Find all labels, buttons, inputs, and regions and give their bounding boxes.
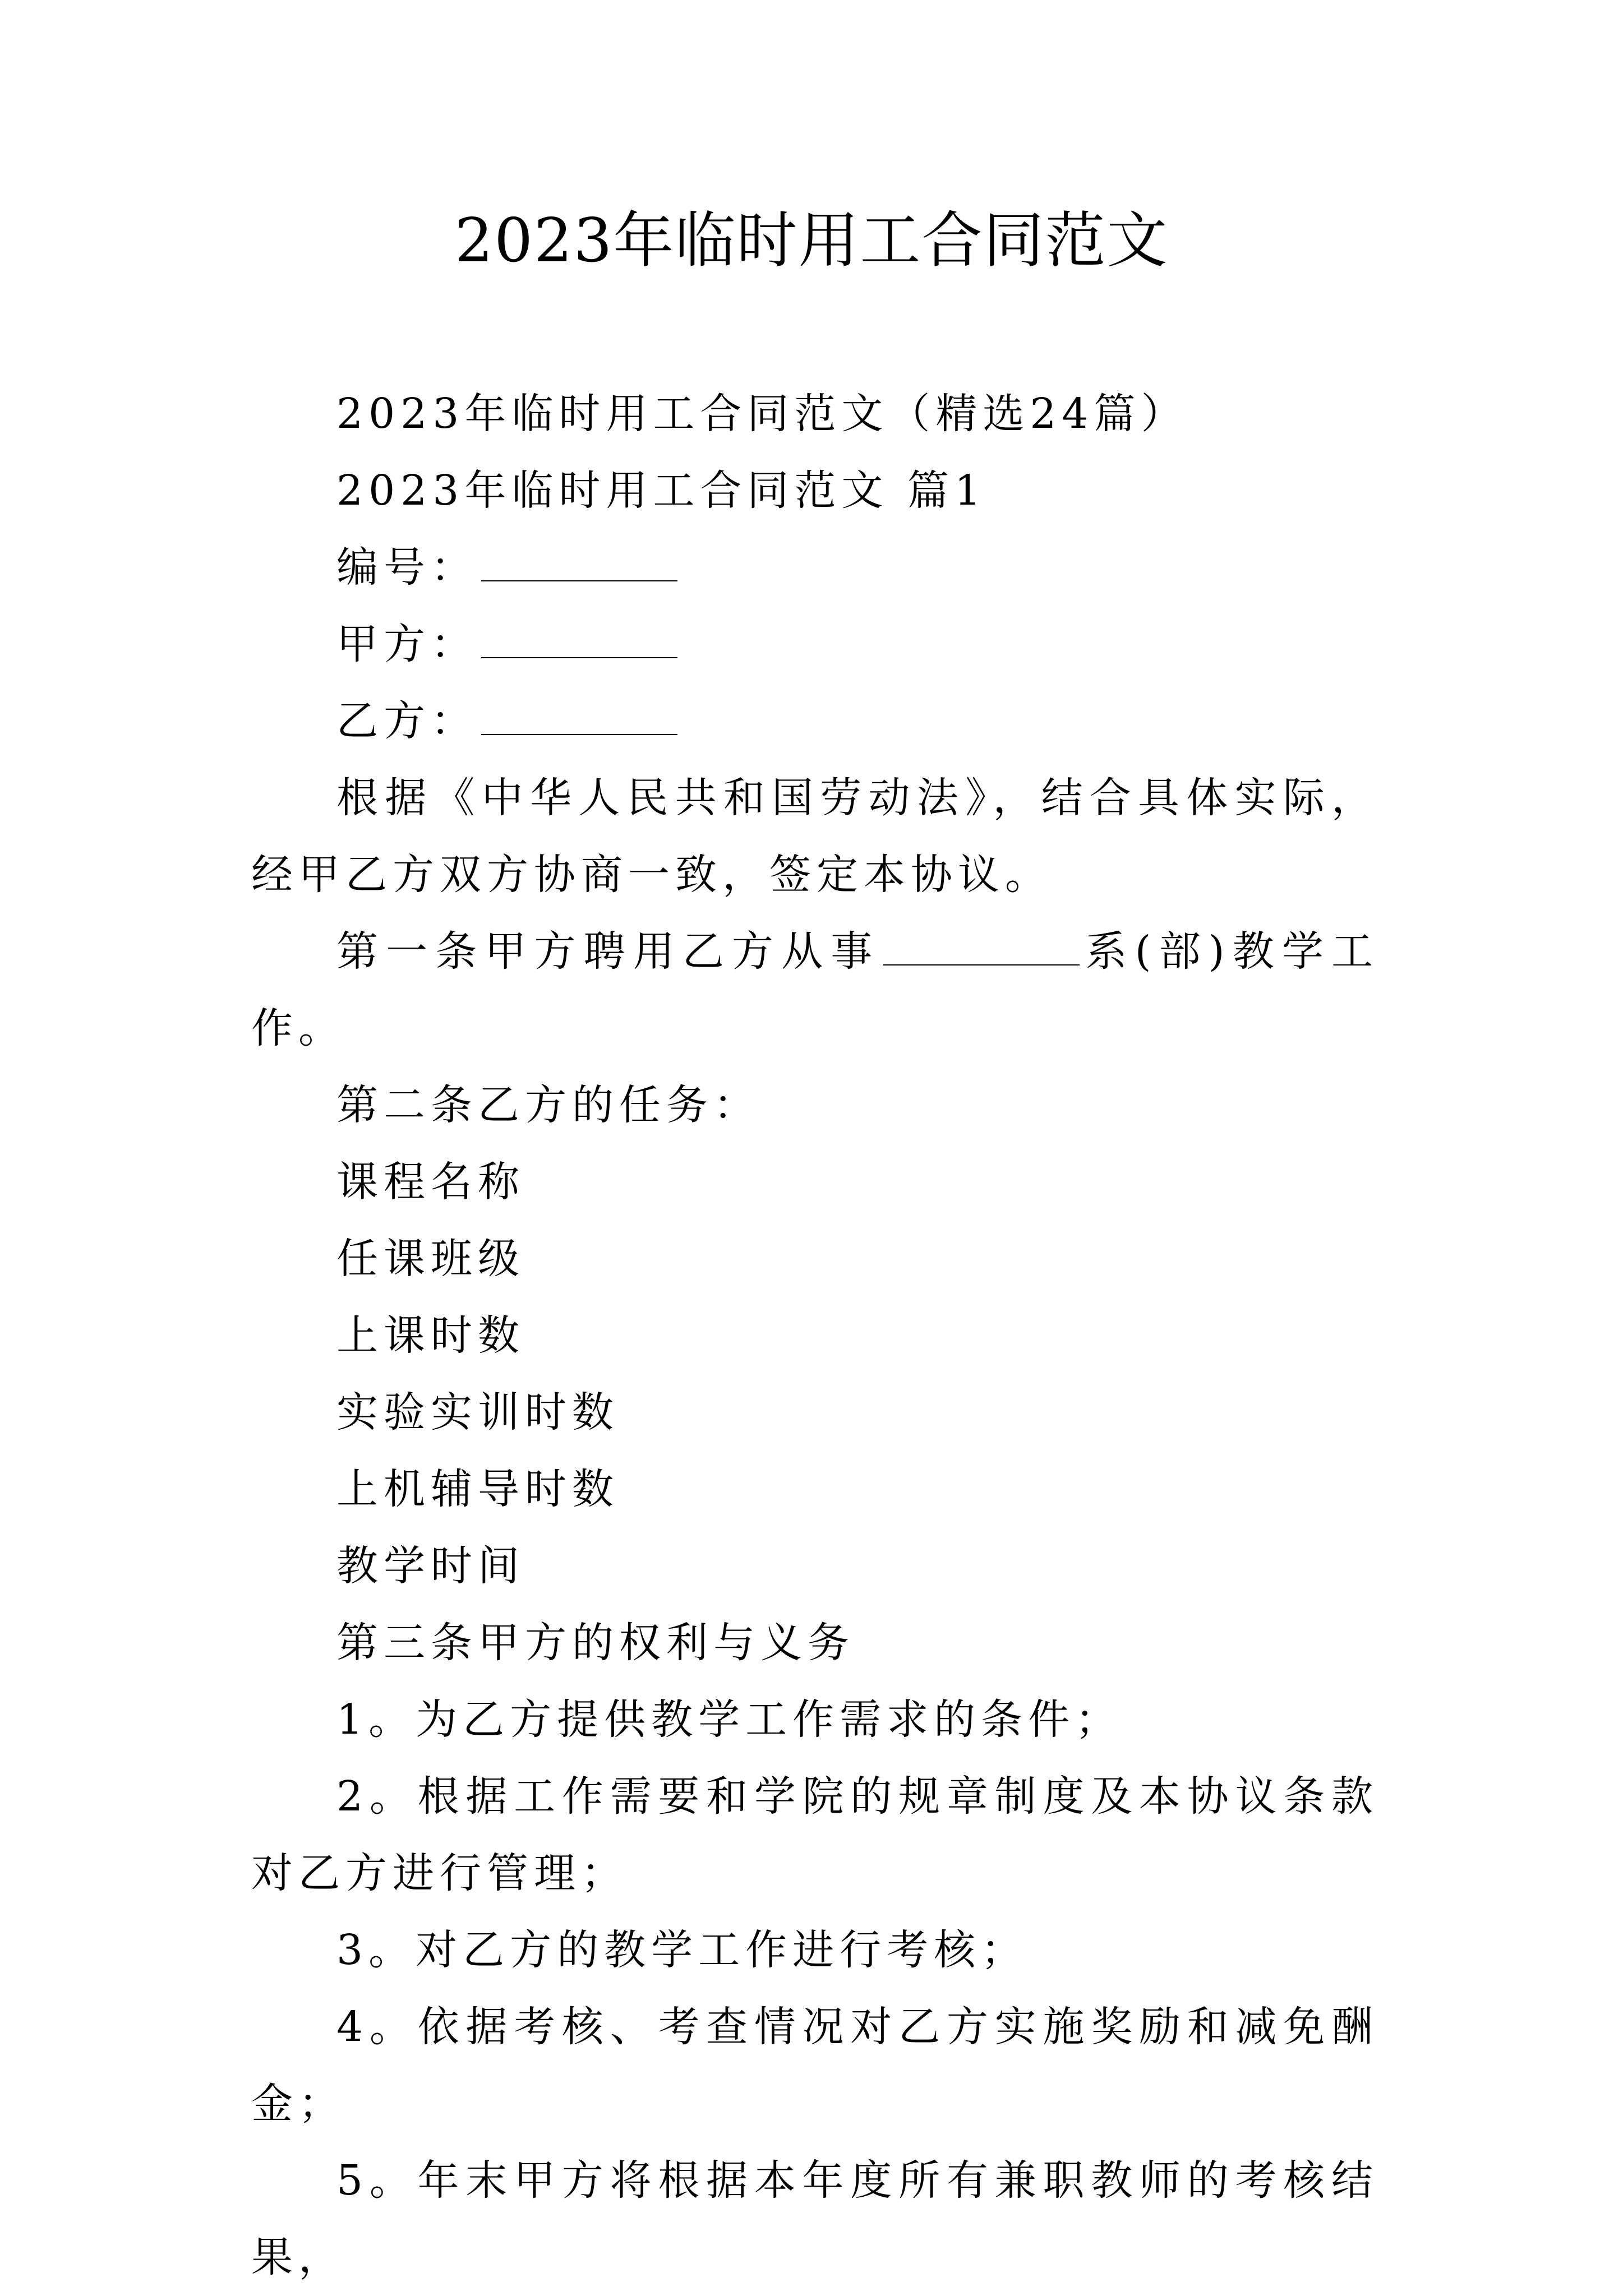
item-5: 5。年末甲方将根据本年度所有兼职教师的考核结果， <box>251 2156 1378 2281</box>
article-1-suffix: 系(部)教学工作。 <box>251 927 1378 1052</box>
number-blank <box>481 547 677 581</box>
article-1 <box>251 913 1378 1067</box>
party-a-blank <box>481 623 677 658</box>
item-2: 2。根据工作需要和学院的规章制度及本协议条款对乙方进行管理； <box>251 1772 1378 1897</box>
article-3: 第三条甲方的权利与义务 <box>336 1619 855 1667</box>
intro-paragraph: 根据《中华人民共和国劳动法》，结合具体实际，经甲乙方双方协商一致，签定本协议。 <box>251 774 1378 899</box>
article-1-prefix: 第一条甲方聘用乙方从事 <box>336 927 880 976</box>
class-assigned: 任课班级 <box>336 1235 525 1283</box>
item-3: 3。对乙方的教学工作进行考核； <box>336 1926 1029 1974</box>
course-name: 课程名称 <box>336 1158 525 1206</box>
document-title: 2023年临时用工合同范文 <box>454 206 1169 276</box>
computer-hours: 上机辅导时数 <box>336 1465 619 1513</box>
document-body <box>251 376 1378 2296</box>
lab-hours: 实验实训时数 <box>336 1388 619 1436</box>
teaching-time: 教学时间 <box>336 1542 525 1590</box>
party-a-line <box>251 606 1378 683</box>
class-hours: 上课时数 <box>336 1311 525 1360</box>
number-label: 编号： <box>336 543 478 592</box>
party-a-label: 甲方： <box>336 620 478 668</box>
subtitle: 2023年临时用工合同范文（精选24篇） <box>336 390 1188 438</box>
number-line <box>251 529 1378 606</box>
item-1: 1。为乙方提供教学工作需求的条件； <box>336 1696 1123 1744</box>
item-4: 4。依据考核、考查情况对乙方实施奖励和减免酬金； <box>251 2003 1378 2128</box>
section-heading: 2023年临时用工合同范文 篇1 <box>336 466 986 515</box>
party-b-line <box>251 683 1378 760</box>
party-b-label: 乙方： <box>336 697 478 745</box>
department-blank <box>883 931 1080 965</box>
article-2: 第二条乙方的任务： <box>336 1081 760 1129</box>
party-b-blank <box>481 700 677 735</box>
